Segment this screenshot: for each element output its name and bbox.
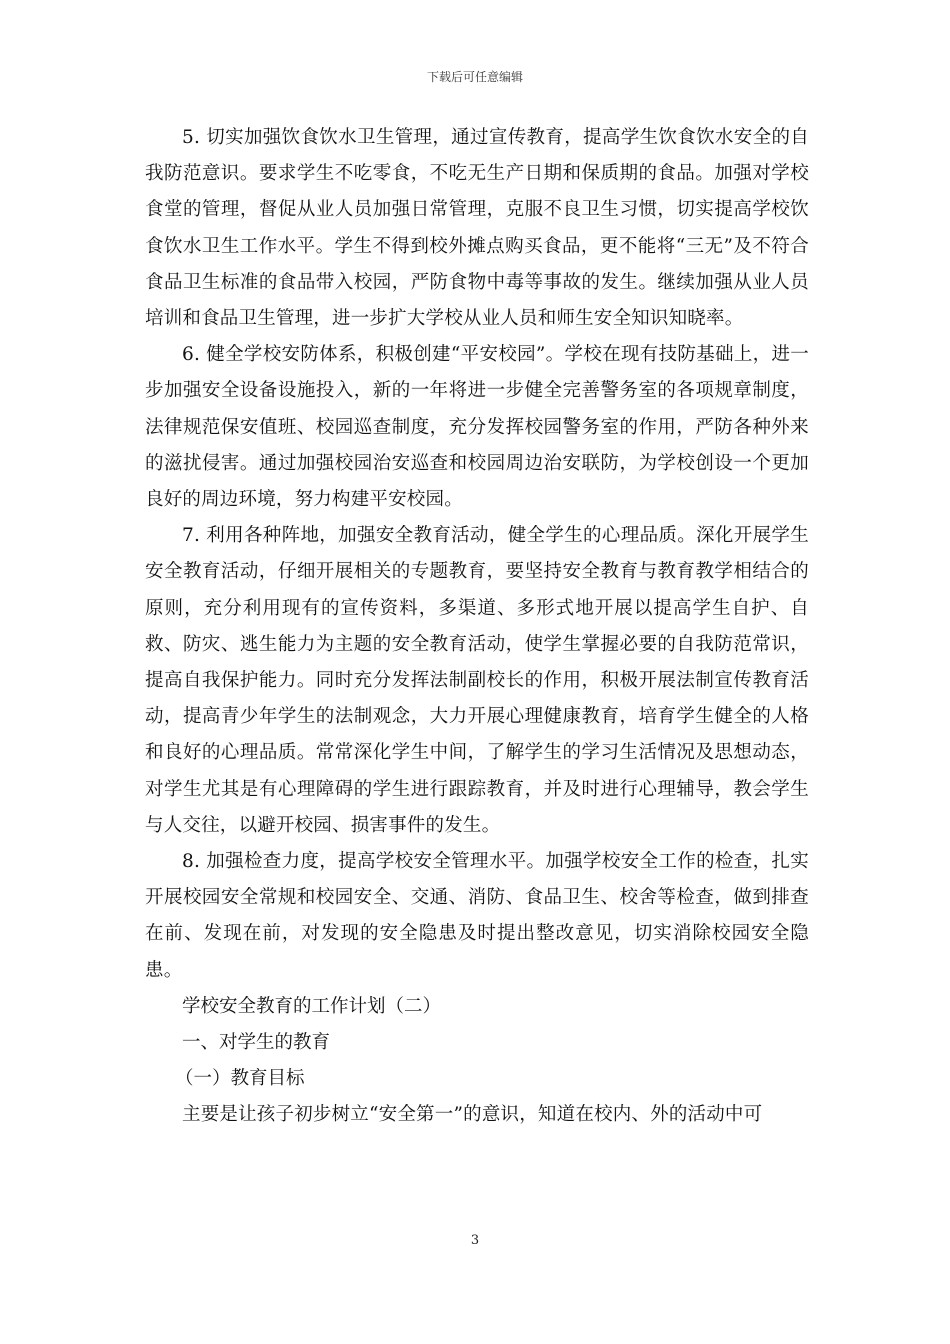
paragraph-item-8: 8. 加强检查力度，提高学校安全管理水平。加强学校安全工作的检查，扎实开展校园安全常规和校园安全、交通、消防、食品卫生、校舍等检查，做到排查在前、发现在前，对发现的安全隐患及时提出整改意见，切实消除校园安全隐患。 <box>145 851 809 981</box>
paragraph-item-6: 6. 健全学校安防体系，积极创建“平安校园”。学校在现有技防基础上，进一步加强安全设备设施投入，新的一年将进一步健全完善警务室的各项规章制度，法律规范保安值班、校园巡查制度，充分发挥校园警务室的作用，严防各种外来的滋扰侵害。通过加强校园治安巡查和校园周边治安联防，为学校创设一个更加良好的周边环境，努力构建平安校园。 <box>145 344 809 511</box>
subheading-education-goals: （一）教育目标 <box>175 1068 305 1090</box>
paragraph-item-7: 7. 利用各种阵地，加强安全教育活动，健全学生的心理品质。深化开展学生安全教育活动，仔细开展相关的专题教育，要坚持安全教育与教育教学相结合的原则，充分利用现有的宣传资料，多渠道、多形式地开展以提高学生自护、自救、防灾、逃生能力为主题的安全教育活动，使学生掌握必要的自我防范常识，提高自我保护能力。同时充分发挥法制副校长的作用，积极开展法制宣传教育活动，提高青少年学生的法制观念，大力开展心理健康教育，培育学生健全的人格和良好的心理品质。常常深化学生中间，了解学生的学习生活情况及思想动态，对学生尤其是有心理障碍的学生进行跟踪教育，并及时进行心理辅导，教会学生与人交往，以避开校园、损害事件的发生。 <box>145 525 809 836</box>
subheading-student-education: 一、对学生的教育 <box>182 1032 331 1054</box>
section-title: 学校安全教育的工作计划（二） <box>182 995 442 1017</box>
document-body <box>145 120 809 1134</box>
page-header: 下载后可任意编辑 <box>426 70 523 84</box>
paragraph-item-5: 5. 切实加强饮食饮水卫生管理，通过宣传教育，提高学生饮食饮水安全的自我防范意识。要求学生不吃零食，不吃无生产日期和保质期的食品。加强对学校食堂的管理，督促从业人员加强日常管理，克服不良卫生习惯，切实提高学校饮食饮水卫生工作水平。学生不得到校外摊点购买食品，更不能将“三无”及不符合食品卫生标准的食品带入校园，严防食物中毒等事故的发生。继续加强从业人员培训和食品卫生管理，进一步扩大学校从业人员和师生安全知识知晓率。 <box>145 127 809 330</box>
paragraph-goals: 主要是让孩子初步树立“安全第一”的意识，知道在校内、外的活动中可 <box>182 1104 763 1126</box>
page-number: 3 <box>470 1233 480 1248</box>
